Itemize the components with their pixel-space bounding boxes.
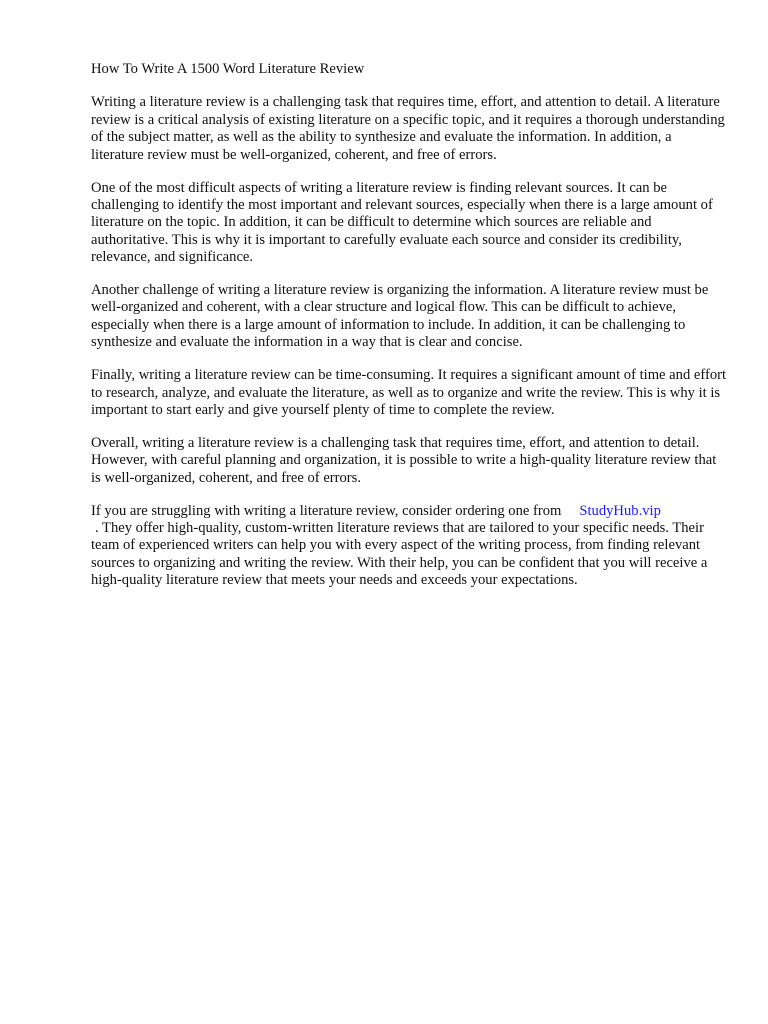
paragraph-overall: Overall, writing a literature review is a challenging task that requires time, effort, and attention to detail. However, with careful planning and organization, it is possible to write a high-quality literature review that is well-organized, coherent, and free of errors. xyxy=(91,434,717,486)
paragraph-sources: One of the most difficult aspects of writing a literature review is finding relevant sources. It can be challenging to identify the most important and relevant sources, especially when there is a large amount of literature on the topic. In addition, it can be difficult to determine which sources are reliable and authoritative. This is why it is important to carefully evaluate each source and consider its credibility, relevance, and significance. xyxy=(91,179,713,266)
closing-rest-text: . They offer high-quality, custom-written literature reviews that are tailored to your specific needs. Their team of experienced writers can help you with every aspect of the writing process, from finding relevant sources to organizing and writing the review. With their help, you can be confident that you will receive a high-quality literature review that meets your needs and exceeds your expectations. xyxy=(91,520,708,589)
paragraph-closing xyxy=(91,503,727,590)
closing-first-line xyxy=(91,503,727,520)
closing-lead-text: If you are struggling with writing a literature review, consider ordering one from xyxy=(91,502,562,519)
document-page xyxy=(91,61,727,605)
studyhub-link[interactable]: StudyHub.vip xyxy=(579,502,661,519)
paragraph-organizing: Another challenge of writing a literature review is organizing the information. A literature review must be well-organized and coherent, with a clear structure and logical flow. This can be difficult to achieve, especially when there is a large amount of information to include. In addition, it can be challenging to synthesize and evaluate the information in a way that is clear and concise. xyxy=(91,282,709,351)
paragraph-intro: Writing a literature review is a challenging task that requires time, effort, and attention to detail. A literature review is a critical analysis of existing literature on a specific topic, and it requires a thorough understanding of the subject matter, as well as the ability to synthesize and evaluate the information. In addition, a literature review must be well-organized, coherent, and free of errors. xyxy=(91,94,725,163)
document-title: How To Write A 1500 Word Literature Review xyxy=(91,61,365,77)
paragraph-time: Finally, writing a literature review can be time-consuming. It requires a significant amount of time and effort to research, analyze, and evaluate the literature, as well as to organize and write the review. This is why it is important to start early and give yourself plenty of time to complete the review. xyxy=(91,367,727,418)
